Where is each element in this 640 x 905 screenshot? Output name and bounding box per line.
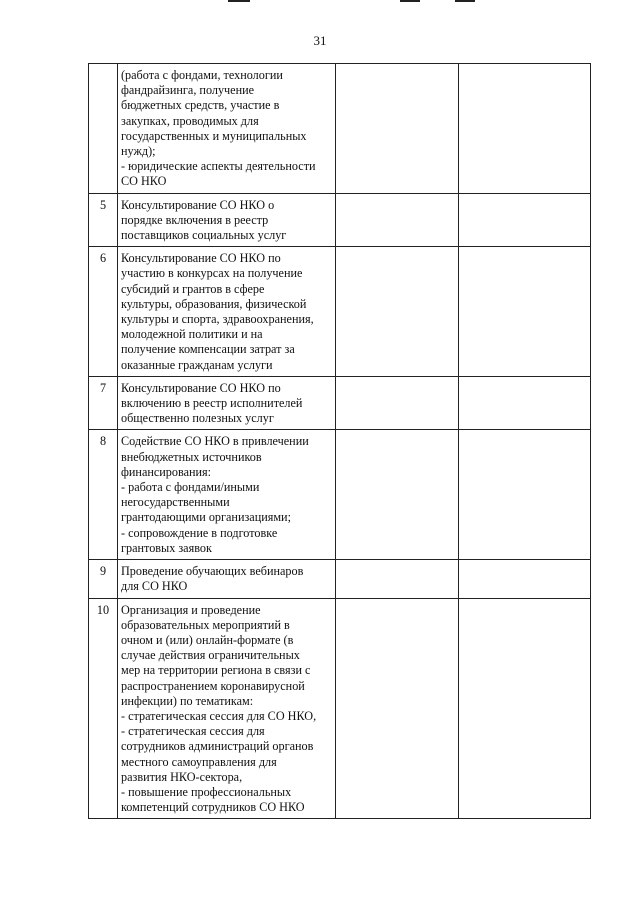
empty-cell [459, 193, 591, 247]
empty-cell [336, 376, 459, 430]
description-line: мер на территории региона в связи с [121, 663, 311, 678]
activity-description [118, 247, 336, 377]
page-number: 31 [313, 33, 327, 48]
description-line: внебюджетных источников [121, 449, 262, 464]
description-line: развития НКО-сектора, [121, 769, 243, 784]
description-line: Консультирование СО НКО по [121, 251, 281, 266]
description-line: распространением коронавирусной [121, 678, 305, 693]
description-line: случае действия ограничительных [121, 648, 300, 663]
activity-description [118, 430, 336, 560]
description-line: субсидий и грантов в сфере [121, 281, 265, 296]
empty-cell [336, 193, 459, 247]
description-line: (работа с фондами, технологии [121, 68, 283, 82]
description-line: нужд); [121, 144, 156, 159]
empty-cell [336, 598, 459, 819]
description-line: оказанные гражданам услуги [121, 357, 273, 372]
description-line: образовательных мероприятий в [121, 617, 290, 632]
description-line: местного самоуправления для [121, 754, 277, 769]
row-number: 9 [89, 560, 118, 598]
description-line: Содействие СО НКО в привлечении [121, 434, 309, 449]
row-number: 5 [89, 193, 118, 247]
description-line: фандрайзинга, получение [121, 83, 255, 98]
activity-description [118, 376, 336, 430]
description-line: - работа с фондами/иными [121, 480, 260, 495]
scan-mark-mid [400, 0, 420, 2]
activity-description [118, 598, 336, 819]
empty-cell [459, 560, 591, 598]
empty-cell [459, 247, 591, 377]
description-line: культуры, образования, физической [121, 296, 307, 311]
description-line: сотрудников администраций органов [121, 739, 314, 754]
activity-description [118, 64, 336, 194]
description-line: - повышение профессиональных [121, 784, 292, 799]
table-row [89, 376, 591, 430]
description-line: государственных и муниципальных [121, 128, 307, 143]
description-line: - стратегическая сессия для СО НКО, [121, 708, 317, 723]
table-body [89, 64, 591, 819]
table-row [89, 430, 591, 560]
description-line: инфекции) по тематикам: [121, 693, 254, 708]
description-line: общественно полезных услуг [121, 411, 274, 426]
description-line: компетенций сотрудников СО НКО [121, 800, 305, 815]
row-number: 6 [89, 247, 118, 377]
row-number: 8 [89, 430, 118, 560]
scan-mark-right [455, 0, 475, 2]
description-line: Консультирование СО НКО по [121, 380, 281, 395]
activity-description [118, 193, 336, 247]
activity-description [118, 560, 336, 598]
empty-cell [459, 64, 591, 194]
table-row [89, 64, 591, 194]
description-line: Организация и проведение [121, 602, 261, 617]
activities-table [88, 63, 591, 819]
row-number: 10 [89, 598, 118, 819]
empty-cell [336, 64, 459, 194]
description-line: порядке включения в реестр [121, 212, 269, 227]
description-line: негосударственными [121, 495, 230, 510]
description-line: поставщиков социальных услуг [121, 228, 287, 243]
description-line: финансирования: [121, 464, 212, 479]
description-line: Консультирование СО НКО о [121, 197, 275, 212]
table-row [89, 560, 591, 598]
empty-cell [336, 560, 459, 598]
description-line: бюджетных средств, участие в [121, 98, 280, 113]
empty-cell [459, 376, 591, 430]
table-row [89, 193, 591, 247]
empty-cell [336, 430, 459, 560]
description-line: закупках, проводимых для [121, 113, 259, 128]
description-line: участию в конкурсах на получение [121, 266, 303, 281]
table-row [89, 247, 591, 377]
description-line: молодежной политики и на [121, 327, 263, 342]
description-line: получение компенсации затрат за [121, 342, 295, 357]
row-number [89, 64, 118, 194]
description-line: для СО НКО [121, 579, 188, 594]
description-line: грантодающими организациями; [121, 510, 291, 525]
description-line: - стратегическая сессия для [121, 724, 265, 739]
description-line: очном и (или) онлайн-формате (в [121, 632, 294, 647]
scan-mark-left [228, 0, 250, 2]
empty-cell [459, 598, 591, 819]
description-line: - юридические аспекты деятельности [121, 159, 316, 174]
description-line: Проведение обучающих вебинаров [121, 564, 304, 579]
empty-cell [336, 247, 459, 377]
table-row [89, 598, 591, 819]
description-line: - сопровождение в подготовке [121, 525, 278, 540]
description-line: СО НКО [121, 174, 167, 189]
empty-cell [459, 430, 591, 560]
row-number: 7 [89, 376, 118, 430]
description-line: включению в реестр исполнителей [121, 396, 303, 411]
description-line: культуры и спорта, здравоохранения, [121, 312, 314, 327]
description-line: грантовых заявок [121, 540, 212, 555]
